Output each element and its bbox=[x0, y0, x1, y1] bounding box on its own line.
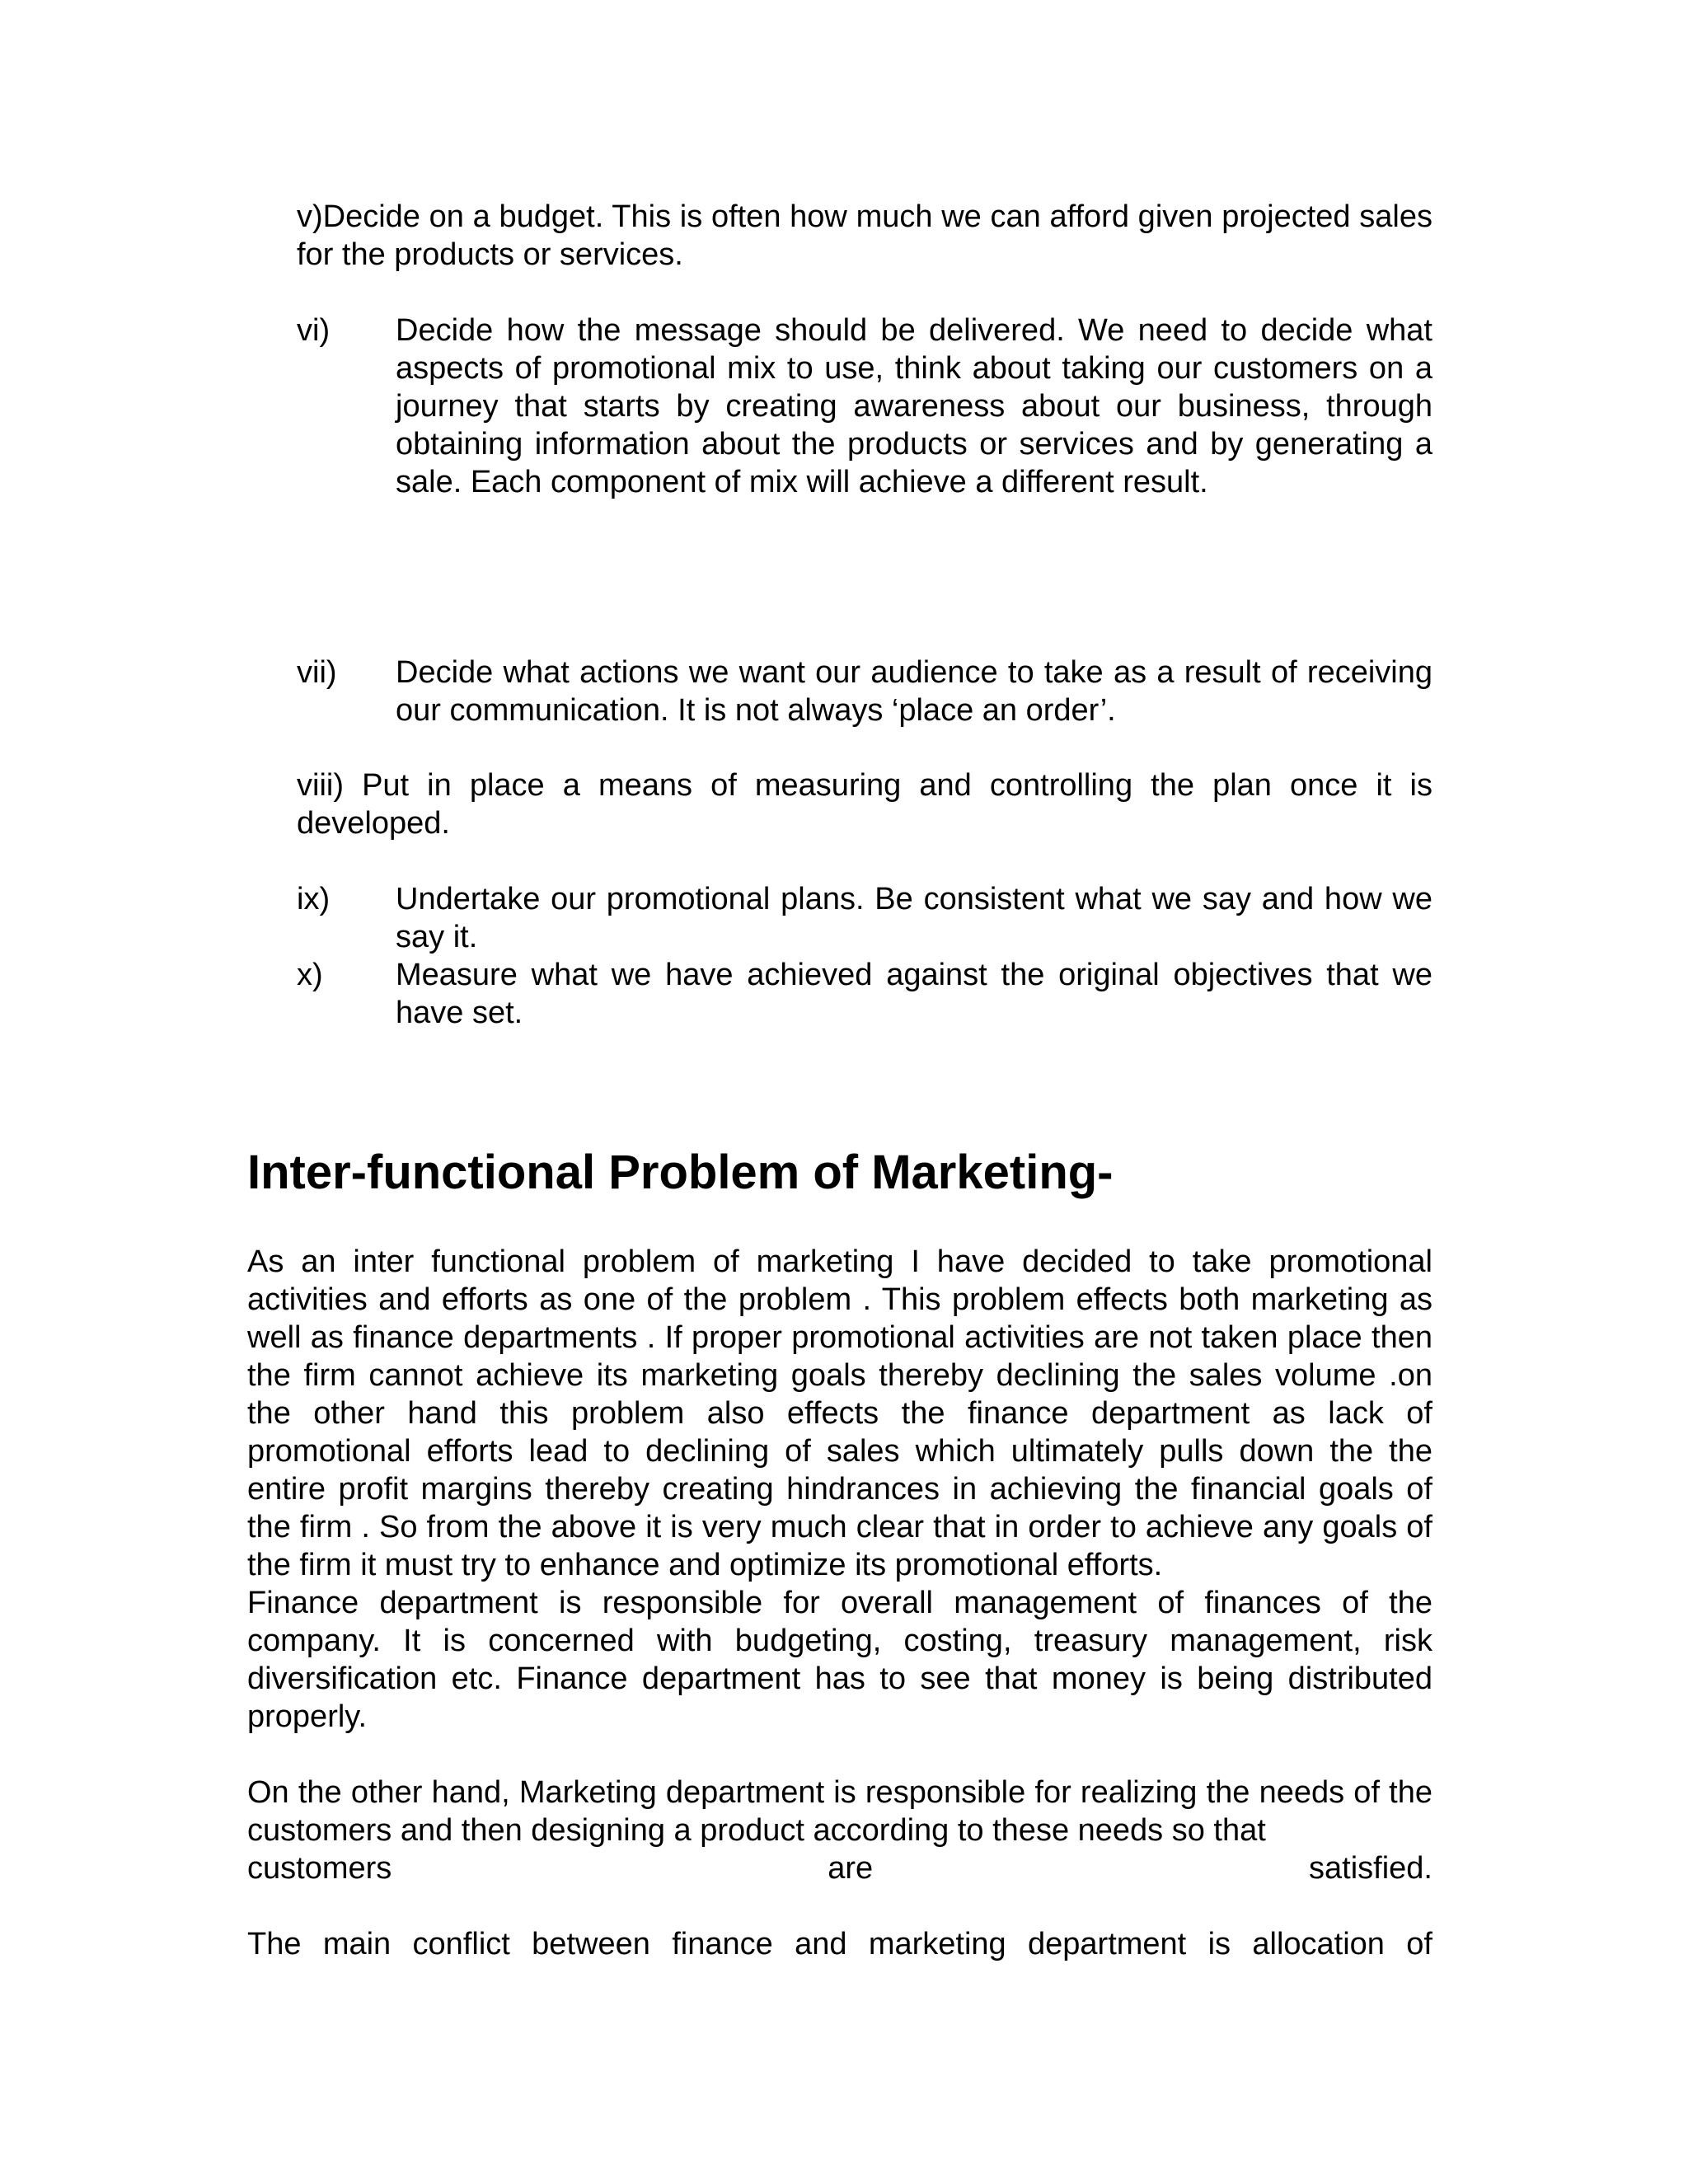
paragraph-conflict bbox=[247, 1925, 1432, 1963]
list-number: vii) bbox=[297, 655, 337, 690]
list-number: x) bbox=[297, 958, 323, 992]
paragraph-inter-functional bbox=[247, 1243, 1432, 1736]
word: The bbox=[247, 1927, 302, 1961]
paragraph-text: On the other hand, Marketing department is responsible for realizing the needs of the customers and then designing a product according to these needs so that bbox=[247, 1775, 1432, 1848]
paragraph-last-line bbox=[247, 1849, 1432, 1887]
list-item-text: Measure what we have achieved against the original objectives that we have set. bbox=[396, 958, 1432, 1030]
list-number: vi) bbox=[297, 313, 331, 348]
word: is bbox=[1207, 1927, 1231, 1961]
word: finance bbox=[672, 1927, 773, 1961]
word: between bbox=[532, 1927, 650, 1961]
word: satisfied. bbox=[1309, 1851, 1432, 1886]
paragraph-text-finance: Finance department is responsible for overall management of finances of the company. It is concerned with budgeting, costing, treasury management, risk diversification etc. Finance department has to see that money is being distributed properly. bbox=[247, 1586, 1432, 1734]
section-heading: Inter-functional Problem of Marketing- bbox=[247, 1146, 1114, 1199]
list-item-v: v)Decide on a budget. This is often how much we can afford given projected sales for the products or services. bbox=[297, 199, 1432, 272]
word: customers bbox=[247, 1851, 392, 1886]
list-item-vi bbox=[297, 312, 1432, 501]
list-item-text: Decide what actions we want our audience to take as a result of receiving our communication. It is not always ‘place an order’. bbox=[396, 655, 1432, 728]
word: of bbox=[1406, 1927, 1432, 1961]
list-item-text: Decide how the message should be delivered. We need to decide what aspects of promotional mix to use, think about taking our customers on a journey that starts by creating awareness about our business, through obtaining information about the products or services and by generating a sale. Each component of mix will achieve a different result. bbox=[396, 313, 1432, 499]
list-item-text: Undertake our promotional plans. Be consistent what we say and how we say it. bbox=[396, 882, 1432, 954]
paragraph-text bbox=[247, 1925, 1432, 1963]
word: allocation bbox=[1252, 1927, 1385, 1961]
word: department bbox=[1028, 1927, 1187, 1961]
word: conflict bbox=[412, 1927, 510, 1961]
word: main bbox=[322, 1927, 392, 1961]
paragraph-marketing-department bbox=[247, 1774, 1432, 1887]
list-item-vii bbox=[297, 654, 1432, 729]
paragraph-text: As an inter functional problem of marketing I have decided to take promotional activities and efforts as one of the problem . This problem effects both marketing as well as finance departments . If proper promotional activities are not taken place then the firm cannot achieve its marketing goals thereby declining the sales volume .on the other hand this problem also effects the finance department as lack of promotional efforts lead to declining of sales which ultimately pulls down the the entire profit margins thereby creating hindrances in achieving the financial goals of the firm . So from the above it is very much clear that in order to achieve any goals of the firm it must try to enhance and optimize its promotional efforts. bbox=[247, 1244, 1432, 1582]
list-item-x bbox=[297, 956, 1432, 1032]
word: are bbox=[828, 1851, 874, 1886]
list-number: ix) bbox=[297, 882, 331, 916]
word: marketing bbox=[868, 1927, 1006, 1961]
list-item-viii: viii) Put in place a means of measuring and controlling the plan once it is developed. bbox=[297, 768, 1432, 841]
word: and bbox=[795, 1927, 847, 1961]
list-item-ix bbox=[297, 880, 1432, 956]
